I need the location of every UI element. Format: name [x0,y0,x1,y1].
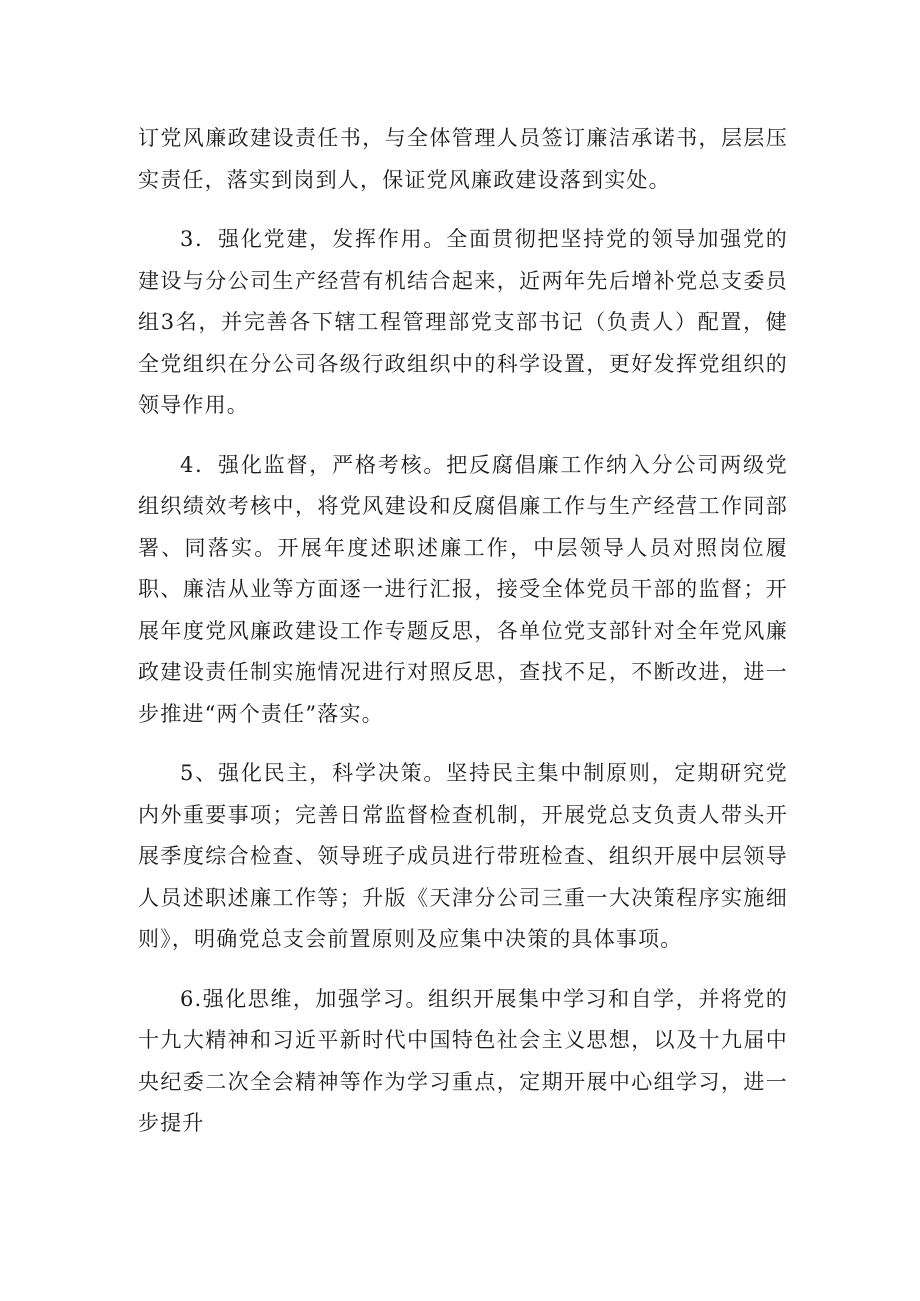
paragraph-continued: 订党风廉政建设责任书，与全体管理人员签订廉洁承诺书，层层压实责任，落实到岗到人，保证党风廉政建设落到实处。 [138,126,788,192]
document-body [138,118,788,1145]
paragraph-6-study: 6.强化思维，加强学习。组织开展集中学习和自学，并将党的十九大精神和习近平新时代中国特色社会主义思想，以及十九届中央纪委二次全会精神等作为学习重点，定期开展中心组学习，进一步提升 [138,986,788,1135]
paragraph-5-democracy: 5、强化民主，科学决策。坚持民主集中制原则，定期研究党内外重要事项；完善日常监督检查机制，开展党总支负责人带头开展季度综合检查、领导班子成员进行带班检查、组织开展中层领导人员述职述廉工作等；升版《天津分公司三重一大决策程序实施细则》，明确党总支会前置原则及应集中决策的具体事项。 [138,761,788,951]
paragraph-4-supervision: 4．强化监督，严格考核。把反腐倡廉工作纳入分公司两级党组织绩效考核中，将党风建设和反腐倡廉工作与生产经营工作同部署、同落实。开展年度述职述廉工作，中层领导人员对照岗位履职、廉洁从业等方面逐一进行汇报，接受全体党员干部的监督；开展年度党风廉政建设工作专题反思，各单位党支部针对全年党风廉政建设责任制实施情况进行对照反思，查找不足，不断改进，进一步推进“两个责任”落实。 [138,452,788,726]
paragraph-3-party-building: 3．强化党建，发挥作用。全面贯彻把坚持党的领导加强党的建设与分公司生产经营有机结合起来，近两年先后增补党总支委员组3名，并完善各下辖工程管理部党支部书记（负责人）配置，健全党组织在分公司各级行政组织中的科学设置，更好发挥党组织的领导作用。 [138,227,788,417]
